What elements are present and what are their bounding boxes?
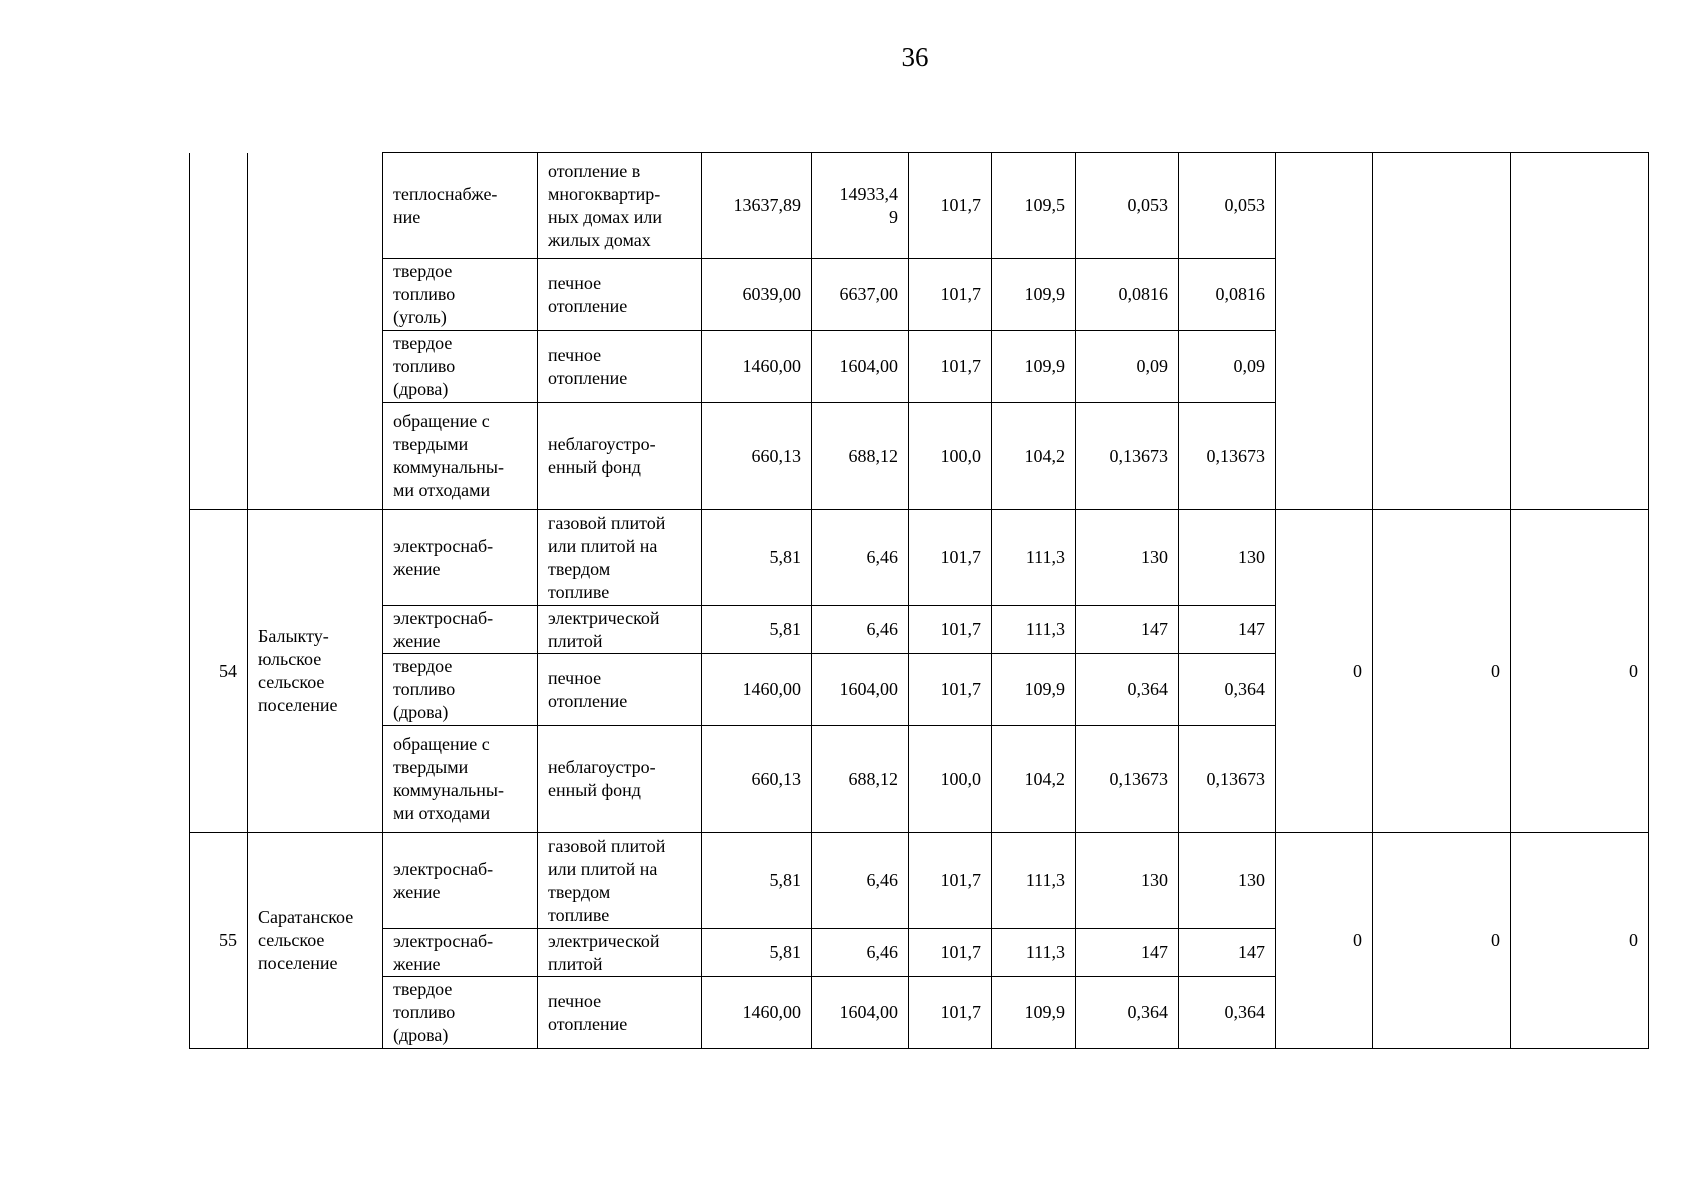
table-body: [190, 153, 1649, 1049]
extra-value-cell: 0: [1373, 510, 1511, 833]
value-cell-v3: 101,7: [909, 259, 992, 331]
value-cell-v2: 6,46: [812, 929, 909, 977]
value-cell-v3: 100,0: [909, 403, 992, 510]
value-cell-v1: 5,81: [702, 606, 812, 654]
value-cell-v2: 1604,00: [812, 654, 909, 726]
usage-type-cell: электрической плитой: [538, 606, 702, 654]
value-cell-v5: 130: [1076, 510, 1179, 606]
usage-type-cell: неблагоустро- енный фонд: [538, 726, 702, 833]
value-cell-v5: 0,364: [1076, 654, 1179, 726]
value-cell-v3: 101,7: [909, 654, 992, 726]
extra-value-cell: 0: [1511, 510, 1649, 833]
value-cell-v2: 1604,00: [812, 977, 909, 1049]
value-cell-v6: 0,0816: [1179, 259, 1276, 331]
value-cell-v4: 109,9: [992, 259, 1076, 331]
value-cell-v1: 660,13: [702, 403, 812, 510]
value-cell-v6: 0,09: [1179, 331, 1276, 403]
usage-type-cell: печное отопление: [538, 259, 702, 331]
utility-type-cell: электроснаб- жение: [383, 510, 538, 606]
settlement-name-cell: Балыкту- юльское сельское поселение: [248, 510, 383, 833]
utility-type-cell: теплоснабже- ние: [383, 153, 538, 259]
value-cell-v1: 13637,89: [702, 153, 812, 259]
table-row: [190, 833, 1649, 929]
settlement-name-cell: Саратанское сельское поселение: [248, 833, 383, 1049]
utility-type-cell: твердое топливо (дрова): [383, 331, 538, 403]
value-cell-v2: 14933,4 9: [812, 153, 909, 259]
value-cell-v4: 109,5: [992, 153, 1076, 259]
value-cell-v3: 101,7: [909, 510, 992, 606]
value-cell-v4: 111,3: [992, 606, 1076, 654]
value-cell-v1: 660,13: [702, 726, 812, 833]
value-cell-v6: 0,364: [1179, 977, 1276, 1049]
usage-type-cell: газовой плитой или плитой на твердом топливе: [538, 833, 702, 929]
settlement-name-cell: [248, 153, 383, 510]
value-cell-v4: 104,2: [992, 403, 1076, 510]
extra-value-cell: [1373, 153, 1511, 510]
value-cell-v5: 0,053: [1076, 153, 1179, 259]
extra-value-cell: 0: [1373, 833, 1511, 1049]
value-cell-v3: 101,7: [909, 977, 992, 1049]
value-cell-v6: 0,053: [1179, 153, 1276, 259]
value-cell-v1: 6039,00: [702, 259, 812, 331]
value-cell-v6: 147: [1179, 929, 1276, 977]
value-cell-v5: 0,13673: [1076, 726, 1179, 833]
row-index-cell: 55: [190, 833, 248, 1049]
value-cell-v1: 5,81: [702, 833, 812, 929]
extra-value-cell: 0: [1276, 833, 1373, 1049]
utility-type-cell: электроснаб- жение: [383, 929, 538, 977]
utility-type-cell: электроснаб- жение: [383, 833, 538, 929]
value-cell-v2: 688,12: [812, 403, 909, 510]
value-cell-v4: 111,3: [992, 929, 1076, 977]
usage-type-cell: электрической плитой: [538, 929, 702, 977]
usage-type-cell: отопление в многоквартир- ных домах или жилых домах: [538, 153, 702, 259]
usage-type-cell: печное отопление: [538, 654, 702, 726]
usage-type-cell: неблагоустро- енный фонд: [538, 403, 702, 510]
value-cell-v3: 101,7: [909, 833, 992, 929]
value-cell-v3: 101,7: [909, 929, 992, 977]
value-cell-v5: 0,09: [1076, 331, 1179, 403]
value-cell-v4: 109,9: [992, 331, 1076, 403]
value-cell-v2: 6,46: [812, 510, 909, 606]
row-index-cell: [190, 153, 248, 510]
value-cell-v5: 130: [1076, 833, 1179, 929]
value-cell-v5: 0,13673: [1076, 403, 1179, 510]
extra-value-cell: [1276, 153, 1373, 510]
value-cell-v1: 5,81: [702, 510, 812, 606]
value-cell-v1: 1460,00: [702, 654, 812, 726]
value-cell-v4: 104,2: [992, 726, 1076, 833]
value-cell-v4: 109,9: [992, 654, 1076, 726]
utility-type-cell: обращение с твердыми коммунальны- ми отходами: [383, 403, 538, 510]
value-cell-v3: 101,7: [909, 331, 992, 403]
value-cell-v6: 0,364: [1179, 654, 1276, 726]
usage-type-cell: печное отопление: [538, 977, 702, 1049]
value-cell-v4: 111,3: [992, 510, 1076, 606]
value-cell-v1: 1460,00: [702, 977, 812, 1049]
value-cell-v5: 147: [1076, 606, 1179, 654]
page-number: 36: [901, 42, 929, 72]
value-cell-v1: 1460,00: [702, 331, 812, 403]
value-cell-v2: 1604,00: [812, 331, 909, 403]
value-cell-v6: 130: [1179, 510, 1276, 606]
utility-type-cell: твердое топливо (дрова): [383, 977, 538, 1049]
usage-type-cell: печное отопление: [538, 331, 702, 403]
value-cell-v3: 101,7: [909, 606, 992, 654]
value-cell-v2: 6,46: [812, 833, 909, 929]
value-cell-v1: 5,81: [702, 929, 812, 977]
row-index-cell: 54: [190, 510, 248, 833]
value-cell-v3: 100,0: [909, 726, 992, 833]
value-cell-v4: 109,9: [992, 977, 1076, 1049]
value-cell-v2: 6637,00: [812, 259, 909, 331]
extra-value-cell: [1511, 153, 1649, 510]
utility-type-cell: твердое топливо (дрова): [383, 654, 538, 726]
table-row: [190, 510, 1649, 606]
usage-type-cell: газовой плитой или плитой на твердом топливе: [538, 510, 702, 606]
value-cell-v6: 130: [1179, 833, 1276, 929]
value-cell-v5: 147: [1076, 929, 1179, 977]
value-cell-v5: 0,364: [1076, 977, 1179, 1049]
table-row: [190, 153, 1649, 259]
extra-value-cell: 0: [1276, 510, 1373, 833]
utility-type-cell: электроснаб- жение: [383, 606, 538, 654]
tariff-table: [189, 152, 1649, 1049]
value-cell-v5: 0,0816: [1076, 259, 1179, 331]
value-cell-v6: 147: [1179, 606, 1276, 654]
value-cell-v2: 688,12: [812, 726, 909, 833]
value-cell-v4: 111,3: [992, 833, 1076, 929]
value-cell-v6: 0,13673: [1179, 403, 1276, 510]
utility-type-cell: твердое топливо (уголь): [383, 259, 538, 331]
extra-value-cell: 0: [1511, 833, 1649, 1049]
utility-type-cell: обращение с твердыми коммунальны- ми отходами: [383, 726, 538, 833]
value-cell-v2: 6,46: [812, 606, 909, 654]
value-cell-v3: 101,7: [909, 153, 992, 259]
value-cell-v6: 0,13673: [1179, 726, 1276, 833]
